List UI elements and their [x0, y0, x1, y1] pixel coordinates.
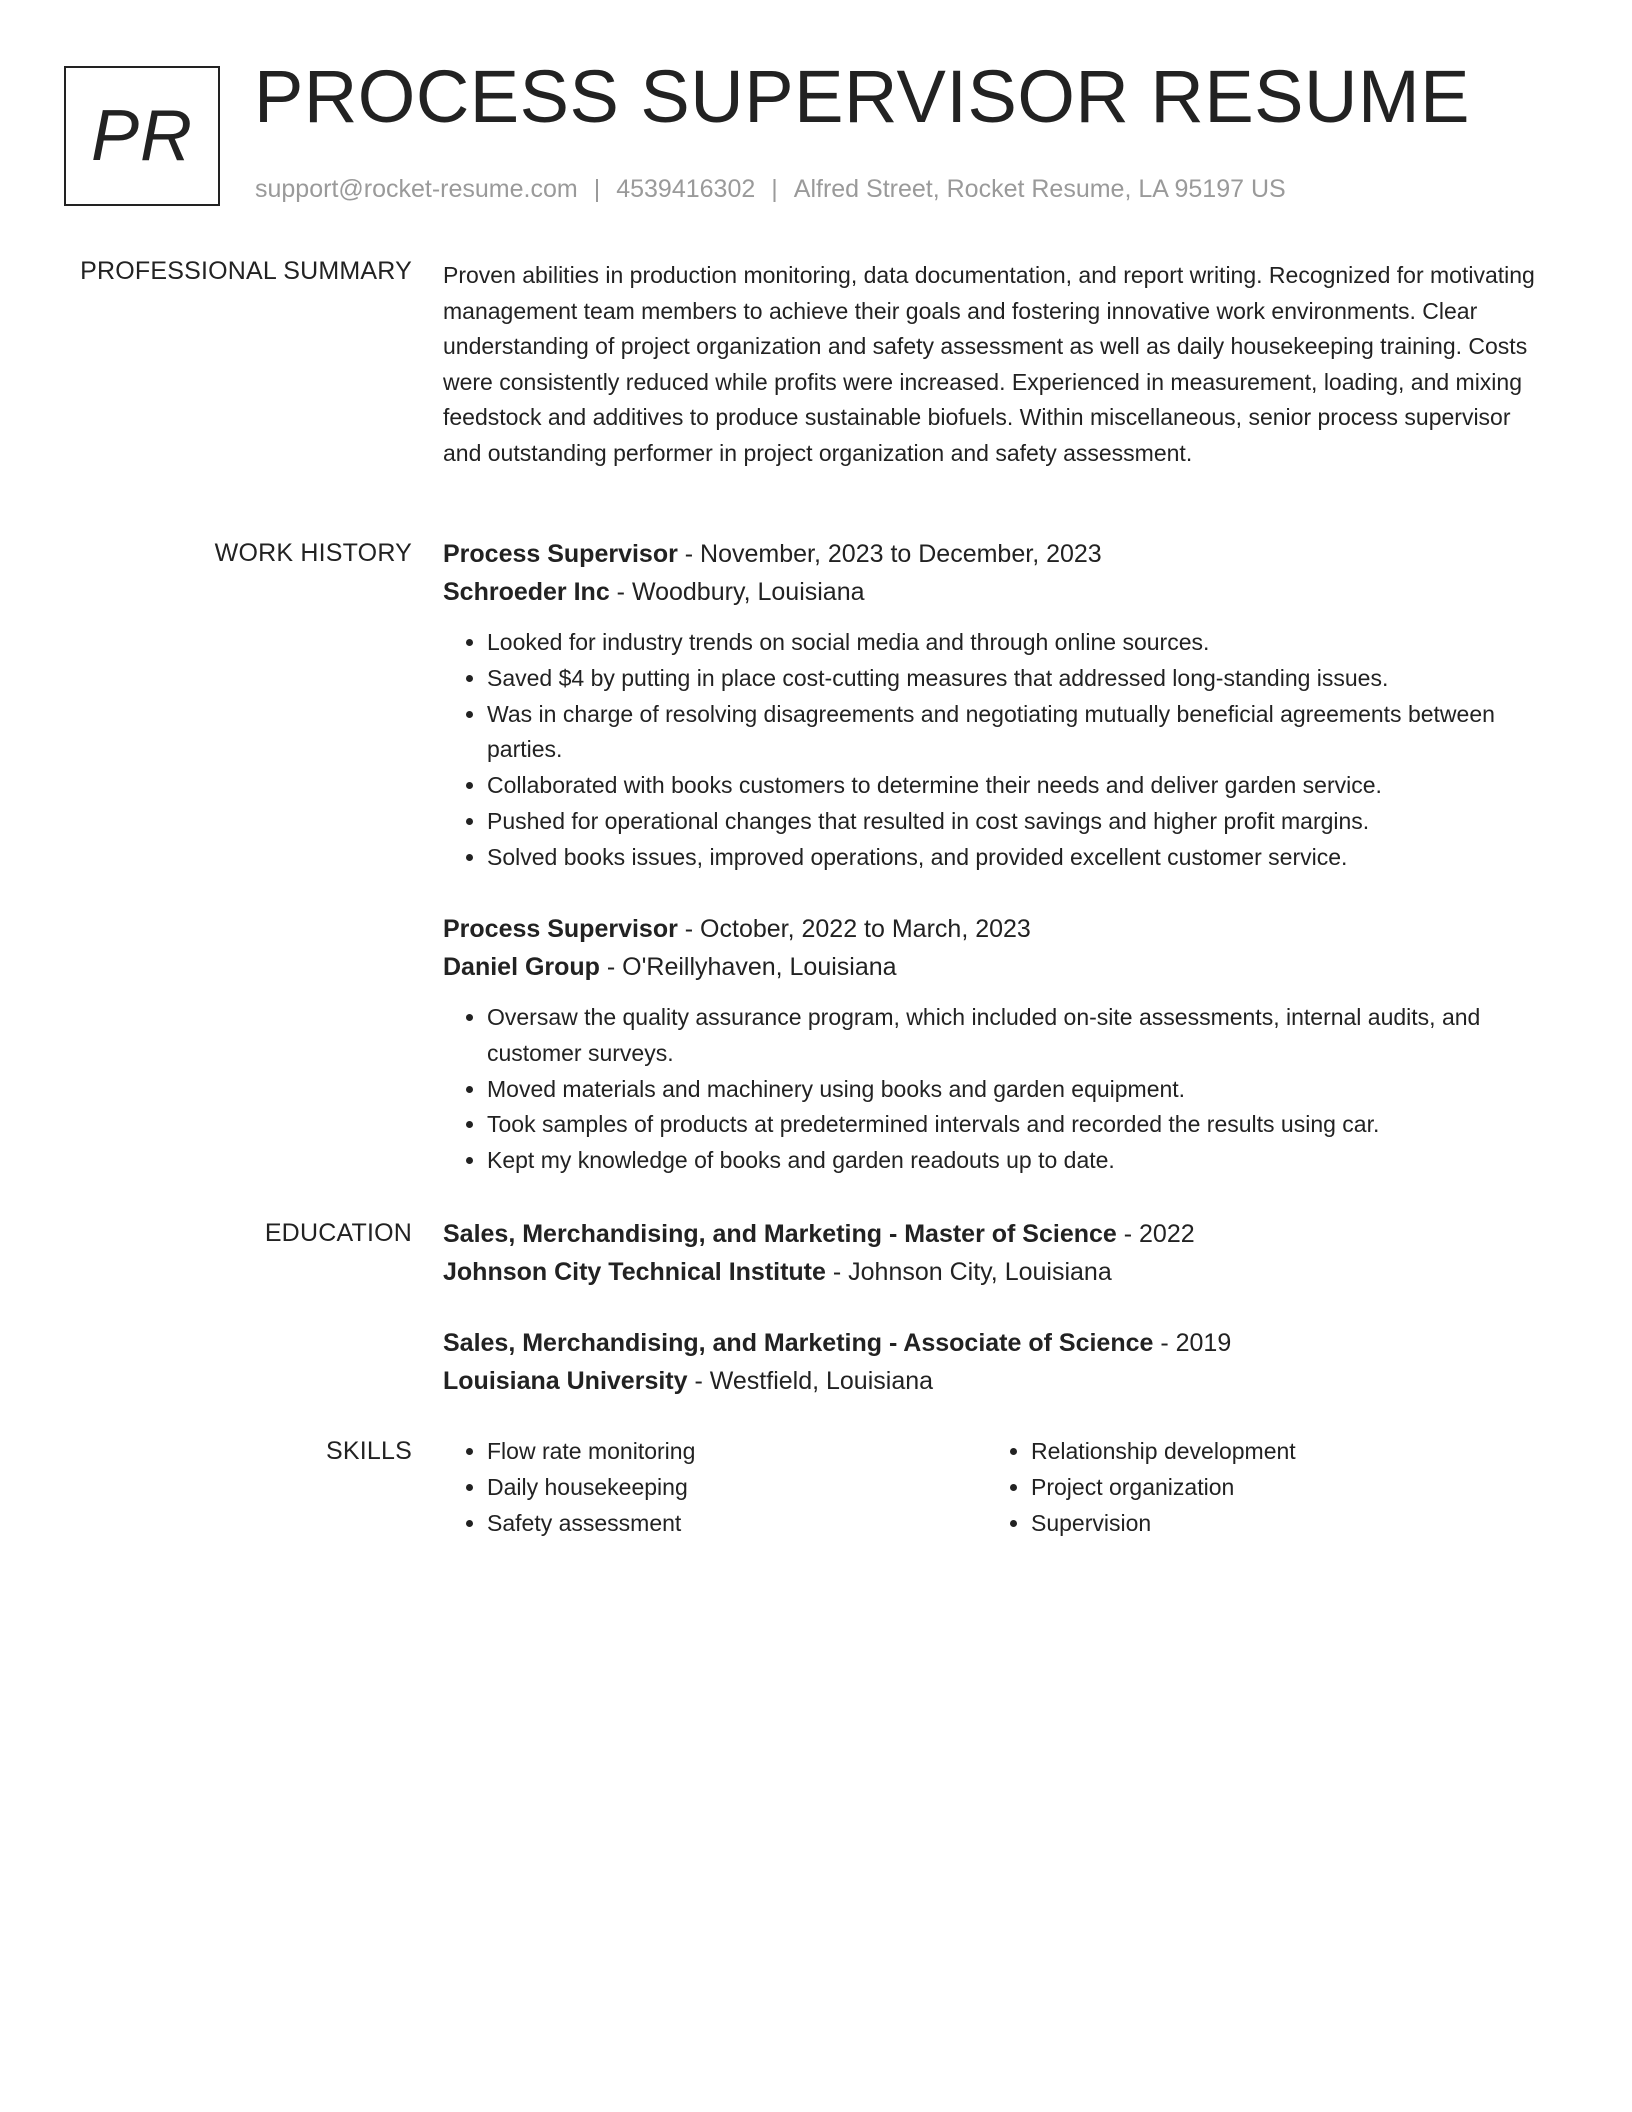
list-item: • Supervision — [1031, 1506, 1296, 1542]
skills-column-right — [987, 1434, 1296, 1541]
education-year: - 2022 — [1116, 1220, 1195, 1248]
list-item: • Project organization — [1031, 1470, 1296, 1506]
contact-line — [255, 175, 1286, 204]
education-degree: Sales, Merchandising, and Marketing - Master of Science — [443, 1220, 1117, 1248]
list-item: • Moved materials and machinery using books and garden equipment. — [487, 1072, 1553, 1108]
list-item: • Saved $4 by putting in place cost-cutting measures that addressed long-standing issues. — [487, 661, 1553, 697]
job-location: - Woodbury, Louisiana — [609, 578, 865, 606]
contact-separator: | — [593, 175, 601, 203]
job-dates: - October, 2022 to March, 2023 — [677, 915, 1031, 943]
contact-separator: | — [771, 175, 778, 203]
section-label-work-history: WORK HISTORY — [214, 539, 412, 567]
job-entry — [443, 535, 1553, 876]
job-company: Schroeder Inc — [443, 578, 610, 606]
education-school-line — [443, 1253, 1553, 1291]
education-school: Johnson City Technical Institute — [443, 1258, 826, 1286]
education-degree-line — [443, 1324, 1553, 1362]
job-entry — [443, 910, 1553, 1179]
job-title: Process Supervisor — [443, 540, 678, 568]
education-degree: Sales, Merchandising, and Marketing - Associate of Science — [443, 1329, 1154, 1357]
list-item: • Solved books issues, improved operations, and provided excellent customer service. — [487, 840, 1553, 876]
list-item: • Safety assessment — [487, 1506, 695, 1542]
list-item: • Relationship development — [1031, 1434, 1296, 1470]
job-title-line — [443, 910, 1553, 948]
list-item: • Kept my knowledge of books and garden readouts up to date. — [487, 1143, 1553, 1179]
education-entry — [443, 1215, 1553, 1291]
education-location: - Westfield, Louisiana — [687, 1367, 934, 1395]
list-item: • Was in charge of resolving disagreements and negotiating mutually beneficial agreements between parties. — [487, 697, 1553, 769]
education-school-line — [443, 1362, 1553, 1400]
list-item: • Pushed for operational changes that resulted in cost savings and higher profit margins. — [487, 804, 1553, 840]
contact-email: support@rocket-resume.com — [255, 175, 578, 203]
job-company: Daniel Group — [443, 953, 600, 981]
summary-body — [443, 258, 1553, 471]
job-company-line — [443, 573, 1553, 611]
monogram-box — [64, 66, 220, 206]
job-company-line — [443, 948, 1553, 986]
job-bullets — [443, 1000, 1553, 1179]
skills-column-left — [443, 1434, 695, 1541]
education-location: - Johnson City, Louisiana — [825, 1258, 1112, 1286]
section-label-summary: PROFESSIONAL SUMMARY — [80, 257, 412, 285]
page-title: PROCESS SUPERVISOR RESUME — [254, 55, 1470, 138]
section-label-skills: SKILLS — [326, 1437, 412, 1465]
education-school: Louisiana University — [443, 1367, 688, 1395]
summary-text: Proven abilities in production monitoring, data documentation, and report writing. Recognized for motivating management team members to achieve their goals and fostering innovative work environments. Clear understanding of project organization and safety assessment as well as daily housekeeping training. Costs were consistently reduced while profits were increased. Experienced in measurement, loading, and mixing feedstock and additives to produce sustainable biofuels. Within miscellaneous, senior process supervisor and outstanding performer in project organization and safety assessment. — [443, 262, 1535, 466]
monogram-initials: PR — [90, 96, 194, 176]
contact-address: Alfred Street, Rocket Resume, LA 95197 US — [793, 175, 1286, 203]
section-label-education: EDUCATION — [264, 1219, 412, 1247]
list-item: • Collaborated with books customers to determine their needs and deliver garden service. — [487, 768, 1553, 804]
job-title-line — [443, 535, 1553, 573]
list-item: • Looked for industry trends on social media and through online sources. — [487, 625, 1553, 661]
list-item: • Daily housekeeping — [487, 1470, 695, 1506]
list-item: • Oversaw the quality assurance program, which included on-site assessments, internal audits, and customer surveys. — [487, 1000, 1553, 1072]
contact-phone: 4539416302 — [616, 175, 756, 203]
education-entry — [443, 1324, 1553, 1400]
job-location: - O'Reillyhaven, Louisiana — [599, 953, 897, 981]
job-title: Process Supervisor — [443, 915, 678, 943]
list-item: • Took samples of products at predetermined intervals and recorded the results using car. — [487, 1107, 1553, 1143]
job-bullets — [443, 625, 1553, 876]
list-item: • Flow rate monitoring — [487, 1434, 695, 1470]
education-degree-line — [443, 1215, 1553, 1253]
job-dates: - November, 2023 to December, 2023 — [677, 540, 1102, 568]
education-year: - 2019 — [1153, 1329, 1232, 1357]
